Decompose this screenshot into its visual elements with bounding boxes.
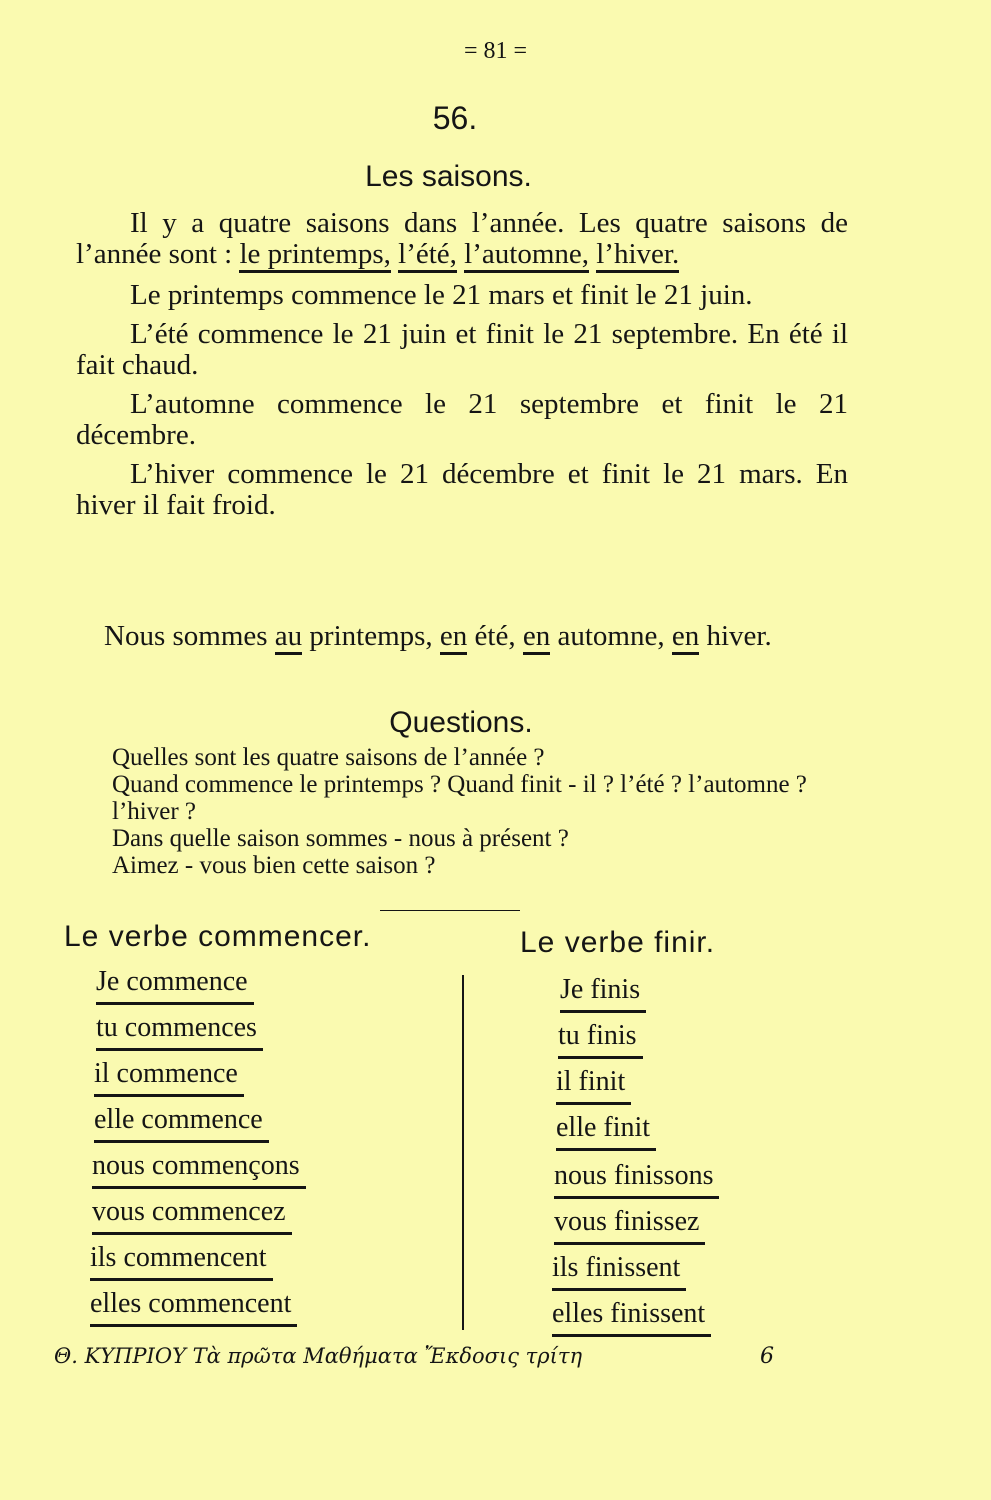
conjugation-finir-7: ils finissent xyxy=(552,1252,686,1291)
lesson-text xyxy=(76,208,848,521)
section-divider xyxy=(380,910,520,911)
paragraph-5: L’hiver commence le 21 décembre et finit le 21 mars. En hiver il fait froid. xyxy=(76,458,848,521)
question-4: Aimez - vous bien cette saison ? xyxy=(112,852,436,879)
conjugation-finir-2: tu finis xyxy=(558,1020,643,1059)
paragraph-6-text-a: Nous sommes xyxy=(104,620,275,652)
conjugation-commencer-6: vous commencez xyxy=(92,1196,292,1235)
underlined-en-1: en xyxy=(440,620,467,655)
conjugation-commencer-7: ils commencent xyxy=(90,1242,273,1281)
verb-commencer-heading: Le verbe commencer. xyxy=(64,920,372,953)
conjugation-commencer-8: elles commencent xyxy=(90,1288,297,1327)
questions-list xyxy=(64,744,854,879)
conjugation-finir-3: il finit xyxy=(556,1066,631,1105)
underlined-en-2: en xyxy=(523,620,550,655)
lesson-number: 56. xyxy=(432,100,478,136)
paragraph-6-text-d: automne, xyxy=(550,620,672,652)
paragraph-6-text-e: hiver. xyxy=(699,620,772,652)
question-1: Quelles sont les quatre saisons de l’année ? xyxy=(112,744,545,771)
underlined-hiver: l’hiver. xyxy=(596,238,679,273)
paragraph-2: Le printemps commence le 21 mars et finit le 21 juin. xyxy=(130,279,753,311)
verb-finir-heading: Le verbe finir. xyxy=(520,926,716,959)
column-divider xyxy=(462,975,464,1330)
conjugation-commencer-3: il commence xyxy=(94,1058,244,1097)
page-number: = 81 = xyxy=(463,38,528,64)
paragraph-3: L’été commence le 21 juin et finit le 21 septembre. En été il fait chaud. xyxy=(76,318,848,381)
underlined-automne: l’automne, xyxy=(464,238,589,273)
conjugation-commencer-4: elle commence xyxy=(94,1104,269,1143)
questions-title: Questions. xyxy=(389,706,533,739)
paragraph-6-text-b: printemps, xyxy=(302,620,440,652)
paragraph-6 xyxy=(104,615,844,657)
conjugation-commencer-2: tu commences xyxy=(96,1012,263,1051)
conjugation-finir-6: vous finissez xyxy=(554,1206,705,1245)
question-3: Dans quelle saison sommes - nous à présent ? xyxy=(112,825,569,852)
conjugation-finir-8: elles finissent xyxy=(552,1298,711,1337)
underlined-au: au xyxy=(275,620,302,655)
underlined-ete: l’été, xyxy=(398,238,457,273)
question-2: Quand commence le printemps ? Quand finit - il ? l’été ? l’automne ? l’hiver ? xyxy=(112,771,807,825)
underlined-printemps: le printemps, xyxy=(239,238,390,273)
conjugation-finir-4: elle finit xyxy=(556,1112,656,1151)
paragraph-4: L’automne commence le 21 septembre et finit le 21 décembre. xyxy=(76,388,848,451)
conjugation-commencer-1: Je commence xyxy=(96,966,254,1005)
conjugation-finir-1: Je finis xyxy=(560,974,646,1013)
paragraph-1 xyxy=(76,208,848,270)
paragraph-1-text: Il y a quatre saisons dans l’année. Les quatre saisons de l’année sont : xyxy=(76,207,848,270)
paragraph-6-text-c: été, xyxy=(467,620,523,652)
lesson-title: Les saisons. xyxy=(365,160,532,193)
underlined-en-3: en xyxy=(672,620,699,655)
signature-mark: 6 xyxy=(760,1344,774,1369)
footer-imprint: Θ. ΚΥΠΡΙΟΥ Τὰ πρῶτα Μαθήματα Ἔκδοσις τρίτη xyxy=(54,1344,583,1368)
conjugation-commencer-5: nous commençons xyxy=(92,1150,306,1189)
conjugation-finir-5: nous finissons xyxy=(554,1160,719,1199)
